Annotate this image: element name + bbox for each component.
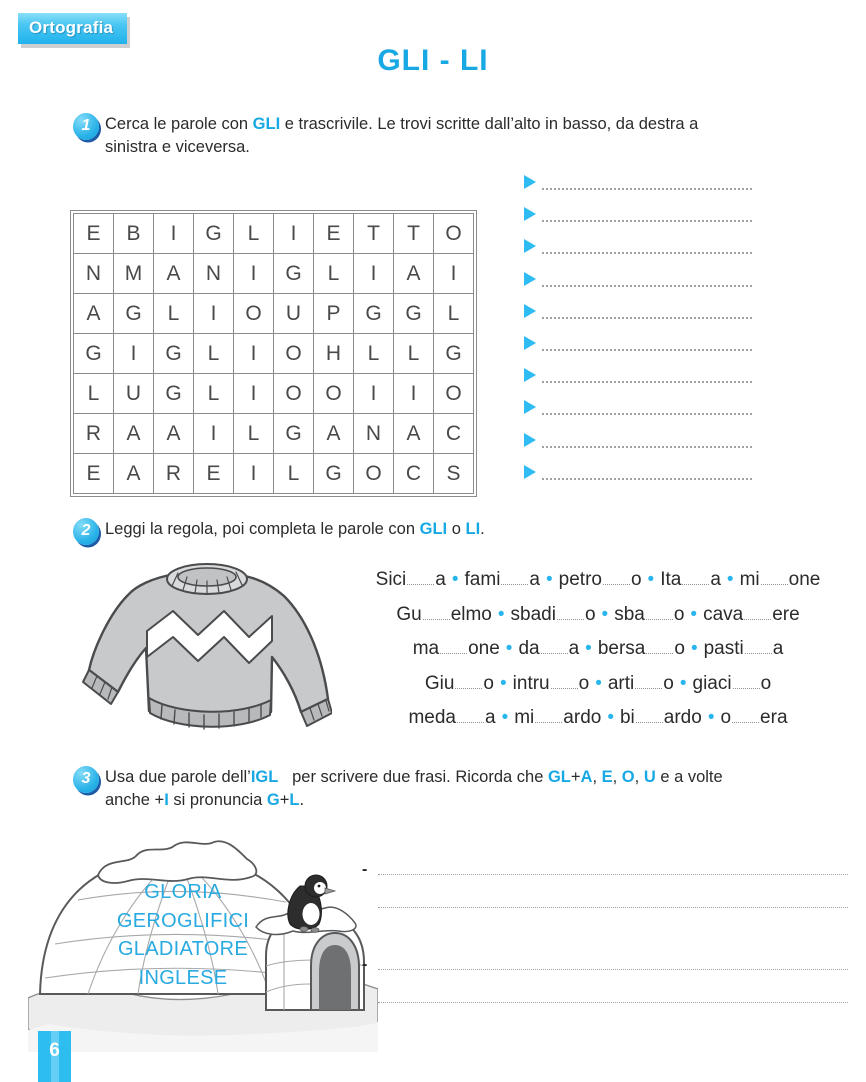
wordsearch-cell: G — [154, 374, 194, 414]
wordsearch-cell: L — [314, 254, 354, 294]
wordsearch-cell: E — [74, 454, 114, 494]
wordsearch-cell: G — [274, 254, 314, 294]
exercise1-number-badge: 1 — [73, 113, 99, 140]
word-fragment: giaci — [692, 672, 732, 694]
word-fragment: da — [518, 638, 540, 659]
play-triangle-icon — [524, 336, 536, 350]
blank-dots[interactable] — [501, 571, 528, 585]
wordsearch-cell: L — [74, 374, 114, 414]
blank-dots[interactable] — [636, 709, 663, 723]
wordsearch-cell: I — [394, 374, 434, 414]
wordsearch-cell: R — [74, 414, 114, 454]
answer-row — [524, 301, 752, 319]
wordsearch-cell: G — [74, 334, 114, 374]
answer-line[interactable] — [542, 285, 752, 287]
sentence-row — [362, 955, 848, 973]
bullet-icon: • — [679, 672, 687, 694]
blank-dots[interactable] — [551, 675, 578, 689]
answer-row — [524, 236, 752, 254]
wordsearch-row — [74, 254, 474, 294]
blank-dots[interactable] — [457, 709, 484, 723]
word-with-blank — [720, 707, 787, 728]
wordsearch-cell: I — [274, 214, 314, 254]
wordsearch-cell: A — [154, 254, 194, 294]
word-fragment: a — [485, 707, 496, 728]
wordsearch-cell: I — [354, 374, 394, 414]
wordsearch-cell: N — [74, 254, 114, 294]
sentence-line[interactable] — [378, 907, 848, 908]
accent-text: L — [289, 791, 300, 810]
wordsearch-cell: N — [194, 254, 234, 294]
wordsearch-cell: R — [154, 454, 194, 494]
word-with-blank — [413, 638, 500, 659]
text-segment: o — [447, 520, 466, 538]
word-line — [336, 673, 860, 708]
wordsearch-cell: I — [234, 454, 274, 494]
word-lines — [336, 569, 860, 742]
answer-line[interactable] — [542, 413, 752, 415]
sweater-illustration — [80, 551, 332, 749]
text-segment: e a volte — [655, 768, 723, 786]
wordsearch-cell: L — [154, 294, 194, 334]
word-fragment: Gu — [396, 603, 422, 625]
wordsearch-cell: I — [114, 334, 154, 374]
play-triangle-icon — [524, 272, 536, 286]
word-fragment: one — [788, 569, 821, 590]
answer-line[interactable] — [542, 349, 752, 351]
bullet-icon: • — [726, 569, 734, 590]
answer-lines — [524, 172, 752, 494]
wordsearch-cell: U — [114, 374, 154, 414]
wordsearch-cell: S — [434, 454, 474, 494]
word-fragment: mi — [514, 707, 535, 728]
wordsearch-row — [74, 414, 474, 454]
text-segment: , — [612, 768, 622, 786]
dash-bullet: - — [362, 861, 368, 878]
page-number: 6 — [38, 1031, 71, 1082]
word-fragment: sba — [614, 603, 645, 625]
word-fragment: a — [772, 638, 784, 659]
word-with-blank — [614, 604, 684, 625]
bullet-icon: • — [601, 603, 609, 625]
word-fragment: bersa — [597, 638, 646, 659]
exercise3-instruction — [81, 766, 820, 812]
wordsearch-cell: O — [314, 374, 354, 414]
sentence-group — [362, 860, 848, 908]
text-segment: . — [480, 520, 485, 538]
wordsearch-cell: L — [274, 454, 314, 494]
word-fragment: o — [578, 672, 590, 694]
play-triangle-icon — [524, 433, 536, 447]
wordsearch-cell: T — [354, 214, 394, 254]
exercise1-instruction — [81, 113, 815, 159]
text-segment: Usa due parole dell’ — [105, 768, 251, 786]
play-triangle-icon — [524, 368, 536, 382]
bullet-icon: • — [585, 638, 592, 659]
text-segment: , — [592, 768, 602, 786]
wordsearch-cell: G — [154, 334, 194, 374]
wordsearch-cell: I — [234, 334, 274, 374]
wordsearch-cell: I — [234, 254, 274, 294]
word-fragment: o — [630, 569, 642, 590]
word-with-blank — [620, 707, 702, 728]
igloo-words — [83, 878, 283, 992]
word-with-blank — [704, 638, 784, 659]
igloo-word: GLORIA — [144, 881, 222, 903]
wordsearch-cell: P — [314, 294, 354, 334]
wordsearch-cell: O — [434, 214, 474, 254]
sentence-row — [362, 988, 848, 1003]
accent-text: LI — [465, 520, 481, 538]
wordsearch-row — [74, 454, 474, 494]
exercise2-number-badge: 2 — [73, 518, 99, 545]
accent-text: I — [164, 791, 169, 810]
wordsearch-cell: O — [234, 294, 274, 334]
wordsearch-cell: A — [74, 294, 114, 334]
play-triangle-icon — [524, 465, 536, 479]
wordsearch-cell: I — [354, 254, 394, 294]
wordsearch-cell: L — [194, 334, 234, 374]
word-with-blank — [559, 569, 642, 590]
dash-bullet: - — [362, 956, 368, 973]
play-triangle-icon — [524, 239, 536, 253]
word-with-blank — [518, 638, 579, 659]
word-fragment: a — [435, 569, 446, 590]
wordsearch-row — [74, 334, 474, 374]
word-fragment: a — [568, 638, 580, 659]
word-fragment: Giu — [424, 672, 455, 694]
word-with-blank — [425, 673, 494, 694]
answer-line[interactable] — [542, 317, 752, 319]
text-segment: , — [634, 768, 644, 786]
word-line — [336, 604, 860, 639]
word-fragment: ardo — [663, 707, 702, 728]
wordsearch-cell: L — [394, 334, 434, 374]
blank-dots[interactable] — [646, 640, 673, 654]
accent-text: A — [580, 768, 593, 786]
exercise3-number-badge: 3 — [73, 766, 99, 793]
answer-line[interactable] — [542, 252, 752, 254]
wordsearch-cell: L — [234, 414, 274, 454]
word-fragment: o — [760, 672, 772, 694]
word-fragment: petro — [558, 569, 602, 590]
sentence-line[interactable] — [378, 969, 848, 970]
section-banner: Ortografia — [18, 13, 127, 44]
blank-dots[interactable] — [733, 675, 760, 689]
wordsearch-cell: I — [154, 214, 194, 254]
sentence-line[interactable] — [378, 1002, 848, 1003]
answer-row — [524, 397, 752, 415]
bullet-icon: • — [500, 672, 507, 694]
bullet-icon: • — [707, 707, 715, 728]
play-triangle-icon — [524, 207, 536, 221]
blank-dots[interactable] — [744, 606, 771, 620]
igloo-word: GEROGLIFICI — [116, 909, 250, 932]
wordsearch-grid — [70, 210, 477, 497]
blank-dots[interactable] — [682, 571, 709, 585]
text-segment: + — [570, 768, 581, 786]
word-fragment: o — [673, 603, 685, 625]
wordsearch-cell: A — [394, 414, 434, 454]
bullet-icon: • — [595, 672, 602, 694]
word-with-blank — [396, 604, 492, 625]
word-fragment: arti — [607, 672, 635, 694]
word-fragment: ere — [772, 603, 800, 625]
igloo-word: INGLESE — [138, 966, 228, 989]
wordsearch-cell: E — [194, 454, 234, 494]
wordsearch-cell: M — [114, 254, 154, 294]
text-segment: per scrivere due frasi. Ricorda che — [278, 768, 548, 786]
bullet-icon: • — [497, 603, 505, 625]
bullet-icon: • — [546, 569, 553, 590]
answer-row — [524, 172, 752, 190]
word-fragment: pasti — [703, 638, 744, 659]
bullet-icon: • — [690, 638, 698, 659]
word-with-blank — [465, 569, 540, 590]
wordsearch-cell: O — [354, 454, 394, 494]
wordsearch-cell: G — [434, 334, 474, 374]
wordsearch-cell: G — [194, 214, 234, 254]
accent-text: IGL — [250, 768, 279, 786]
answer-line[interactable] — [542, 220, 752, 222]
word-fragment: o — [674, 638, 685, 659]
bullet-icon: • — [647, 569, 655, 590]
word-fragment: meda — [408, 707, 456, 728]
wordsearch-cell: U — [274, 294, 314, 334]
answer-row — [524, 365, 752, 383]
text-segment: anche + — [105, 791, 165, 810]
wordsearch-cell: I — [194, 294, 234, 334]
page-title: GLI - LI — [377, 44, 489, 77]
answer-row — [524, 204, 752, 222]
sentence-lines — [362, 860, 848, 1050]
wordsearch-cell: A — [394, 254, 434, 294]
word-fragment: intru — [512, 672, 550, 694]
word-fragment: mi — [739, 569, 760, 590]
wordsearch-cell: C — [394, 454, 434, 494]
bullet-icon: • — [607, 707, 614, 728]
word-line — [336, 638, 860, 673]
sentence-row — [362, 893, 848, 908]
accent-text: U — [643, 768, 656, 786]
play-triangle-icon — [524, 175, 536, 189]
bullet-icon: • — [451, 569, 459, 590]
accent-text: E — [601, 768, 613, 786]
wordsearch-cell: G — [354, 294, 394, 334]
word-line — [336, 707, 860, 742]
blank-dots[interactable] — [423, 606, 450, 620]
blank-dots[interactable] — [535, 709, 562, 723]
word-with-blank — [408, 707, 495, 728]
word-fragment: era — [760, 707, 788, 728]
word-fragment: a — [710, 569, 721, 590]
word-line — [336, 569, 860, 604]
accent-text: GLI — [252, 115, 281, 133]
sentence-line[interactable] — [378, 874, 848, 875]
wordsearch-cell: L — [354, 334, 394, 374]
word-with-blank — [693, 673, 772, 694]
wordsearch-cell: C — [434, 414, 474, 454]
blank-dots[interactable] — [732, 709, 759, 723]
word-with-blank — [740, 569, 821, 590]
wordsearch-cell: I — [194, 414, 234, 454]
wordsearch-row — [74, 214, 474, 254]
accent-text: O — [621, 768, 635, 786]
wordsearch-cell: H — [314, 334, 354, 374]
word-with-blank — [660, 569, 721, 590]
wordsearch-cell: A — [154, 414, 194, 454]
wordsearch-cell: G — [274, 414, 314, 454]
word-fragment: fami — [464, 569, 501, 590]
wordsearch-cell: O — [274, 334, 314, 374]
text-segment: . — [299, 791, 305, 810]
igloo-word: GLADIATORE — [117, 938, 249, 960]
answer-row — [524, 462, 752, 480]
sentence-row — [362, 860, 848, 878]
word-with-blank — [513, 673, 590, 694]
blank-dots[interactable] — [440, 640, 467, 654]
wordsearch-cell: G — [114, 294, 154, 334]
blank-dots[interactable] — [557, 606, 584, 620]
word-fragment: o — [584, 603, 596, 625]
word-fragment: o — [720, 707, 732, 728]
word-fragment: a — [529, 569, 540, 590]
word-fragment: Ita — [660, 569, 682, 590]
text-segment: Cerca le parole con — [105, 115, 253, 133]
bullet-icon: • — [501, 707, 509, 728]
accent-text: GL — [547, 768, 571, 786]
text-segment: Leggi la regola, poi completa le parole con — [105, 520, 420, 538]
answer-line[interactable] — [542, 381, 752, 383]
blank-dots[interactable] — [455, 675, 482, 689]
wordsearch-cell: L — [434, 294, 474, 334]
answer-row — [524, 333, 752, 351]
bullet-icon: • — [505, 638, 513, 659]
word-fragment: elmo — [450, 603, 492, 625]
word-fragment: o — [663, 672, 674, 694]
word-with-blank — [598, 638, 685, 659]
wordsearch-cell: E — [74, 214, 114, 254]
blank-dots[interactable] — [745, 640, 772, 654]
accent-text: GLI — [419, 520, 448, 538]
wordsearch-cell: O — [434, 374, 474, 414]
wordsearch-cell: B — [114, 214, 154, 254]
wordsearch-cell: A — [314, 414, 354, 454]
word-fragment: ardo — [563, 707, 602, 728]
wordsearch-row — [74, 294, 474, 334]
wordsearch-cell: E — [314, 214, 354, 254]
blank-dots[interactable] — [635, 675, 662, 689]
word-fragment: one — [468, 638, 500, 659]
wordsearch-cell: I — [234, 374, 274, 414]
text-segment: e trascrivile. Le trovi scritte dall’alto in basso, da destra a — [280, 115, 699, 133]
text-segment: si pronuncia — [168, 791, 267, 810]
answer-line[interactable] — [542, 478, 752, 480]
text-segment: + — [279, 791, 290, 810]
wordsearch-cell: A — [114, 414, 154, 454]
word-fragment: sbadi — [510, 603, 556, 625]
wordsearch-cell: O — [274, 374, 314, 414]
word-fragment: o — [483, 672, 494, 694]
blank-dots[interactable] — [407, 571, 434, 585]
wordsearch-cell: G — [394, 294, 434, 334]
word-with-blank — [376, 569, 446, 590]
blank-dots[interactable] — [603, 571, 630, 585]
word-fragment: Sici — [375, 569, 407, 590]
word-with-blank — [703, 604, 800, 625]
exercise2-instruction — [81, 518, 815, 541]
wordsearch-cell: G — [314, 454, 354, 494]
answer-line[interactable] — [542, 188, 752, 190]
wordsearch-cell: T — [394, 214, 434, 254]
word-with-blank — [608, 673, 674, 694]
blank-dots[interactable] — [541, 640, 568, 654]
bullet-icon: • — [690, 603, 698, 625]
sentence-group — [362, 955, 848, 1003]
word-fragment: ma — [412, 638, 440, 659]
word-fragment: bi — [619, 707, 635, 728]
wordsearch-row — [74, 374, 474, 414]
word-fragment: cava — [703, 603, 744, 625]
accent-text: G — [266, 791, 280, 810]
play-triangle-icon — [524, 400, 536, 414]
text-segment: sinistra e viceversa. — [105, 138, 250, 157]
wordsearch-cell: A — [114, 454, 154, 494]
answer-row — [524, 430, 752, 448]
word-with-blank — [514, 707, 601, 728]
answer-line[interactable] — [542, 446, 752, 448]
igloo-illustration — [28, 826, 378, 1056]
wordsearch-cell: N — [354, 414, 394, 454]
word-with-blank — [511, 604, 596, 625]
wordsearch-cell: L — [194, 374, 234, 414]
wordsearch-grid-body — [74, 214, 474, 494]
blank-dots[interactable] — [761, 571, 788, 585]
play-triangle-icon — [524, 304, 536, 318]
blank-dots[interactable] — [646, 606, 673, 620]
wordsearch-cell: I — [434, 254, 474, 294]
wordsearch-cell: L — [234, 214, 274, 254]
answer-row — [524, 269, 752, 287]
